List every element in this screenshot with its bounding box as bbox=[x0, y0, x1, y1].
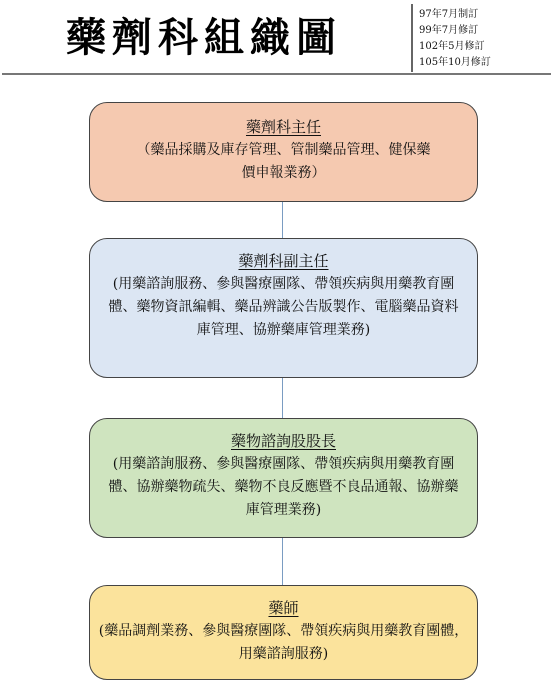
page-title: 藥劑科組織圖 bbox=[66, 14, 342, 61]
org-node-pharmacist bbox=[89, 585, 478, 680]
node-title: 藥師 bbox=[268, 599, 299, 617]
header-divider-horizontal bbox=[2, 73, 551, 75]
connector-line bbox=[282, 202, 283, 238]
connector-line bbox=[282, 538, 283, 585]
node-description: （藥品採購及庫存管理、管制藥品管理、健保藥價申報業務） bbox=[136, 142, 431, 181]
revision-history bbox=[419, 7, 491, 71]
revision-entry: 99年7月修訂 bbox=[419, 25, 479, 36]
org-node-deputy-director bbox=[89, 238, 478, 378]
node-title: 藥劑科主任 bbox=[245, 118, 321, 136]
node-description: (用藥諮詢服務、參與醫療團隊、帶領疾病與用藥教育團體、協辦藥物疏失、藥物不良反應暨不良品通報、協辦藥庫管理業務) bbox=[108, 456, 459, 518]
node-description: (用藥諮詢服務、參與醫療團隊、帶領疾病與用藥教育團體、藥物資訊編輯、藥品辨識公告版製作、電腦藥品資料庫管理、協辦藥庫管理業務) bbox=[108, 276, 459, 338]
org-node-pharmacy-director bbox=[89, 102, 478, 202]
header-divider-vertical bbox=[411, 4, 413, 72]
org-node-drug-consultation-section-chief bbox=[89, 418, 478, 538]
revision-entry: 97年7月制訂 bbox=[419, 9, 479, 20]
revision-entry: 105年10月修訂 bbox=[419, 57, 491, 68]
header bbox=[0, 0, 553, 78]
revision-entry: 102年5月修訂 bbox=[419, 41, 485, 52]
connector-line bbox=[282, 378, 283, 418]
node-description: (藥品調劑業務、參與醫療團隊、帶領疾病與用藥教育團體，用藥諮詢服務) bbox=[98, 623, 469, 662]
node-title: 藥劑科副主任 bbox=[238, 252, 329, 270]
node-title: 藥物諮詢股股長 bbox=[230, 432, 336, 450]
